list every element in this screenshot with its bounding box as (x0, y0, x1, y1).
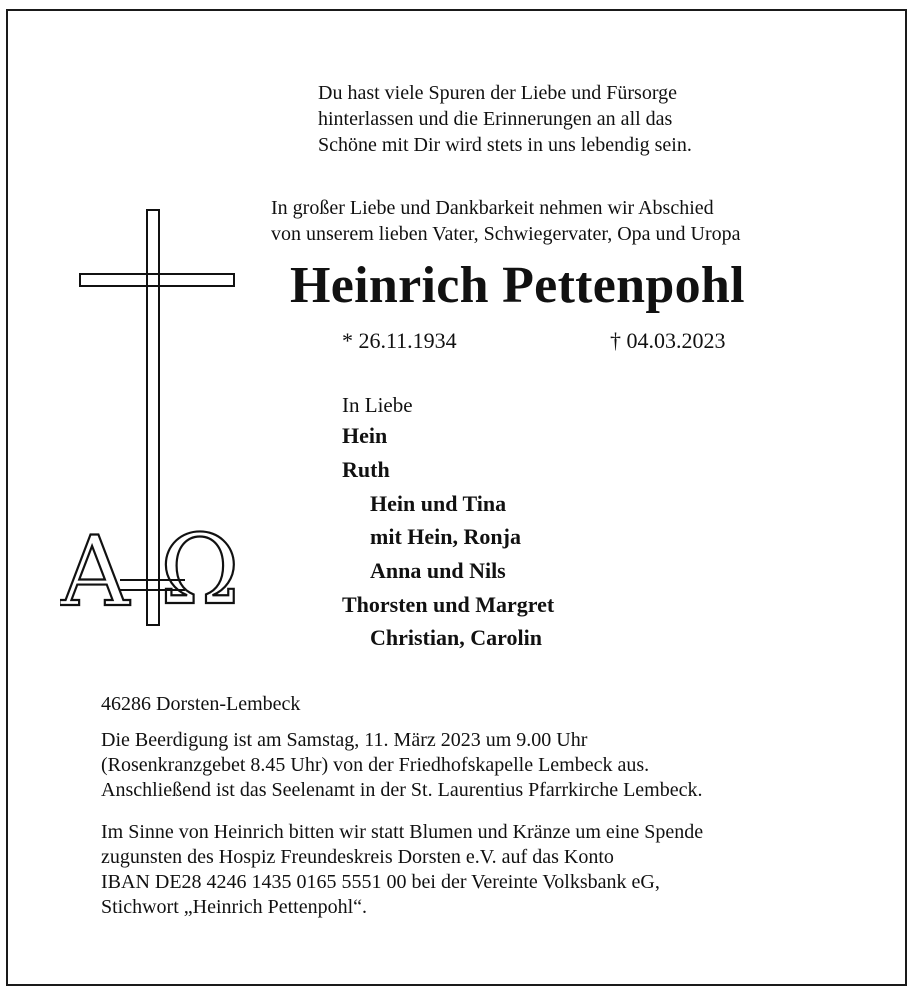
quote-line: Du hast viele Spuren der Liebe und Fürsorge (318, 82, 677, 104)
family-member: Anna und Nils (370, 558, 506, 583)
location: 46286 Dorsten-Lembeck (101, 693, 301, 715)
donation-line: zugunsten des Hospiz Freundeskreis Dorsten e.V. auf das Konto (101, 846, 614, 868)
alpha-letter: A (60, 516, 130, 628)
family-member: Christian, Carolin (370, 625, 542, 650)
cross-alpha-omega-icon (60, 205, 260, 635)
omega-letter: Ω (160, 514, 240, 626)
funeral-line: Anschließend ist das Seelenamt in der St. Laurentius Pfarrkirche Lembeck. (101, 779, 703, 801)
donation-line: Stichwort „Heinrich Pettenpohl“. (101, 896, 368, 918)
family-member: mit Hein, Ronja (370, 524, 521, 549)
family-member: Hein (342, 423, 388, 448)
death-date: † 04.03.2023 (610, 328, 726, 353)
quote-line: hinterlassen und die Erinnerungen an all das (318, 108, 673, 130)
family-member: Hein und Tina (370, 491, 507, 516)
family-member: Thorsten und Margret (342, 592, 555, 617)
quote-line: Schöne mit Dir wird stets in uns lebendig sein. (318, 134, 692, 156)
intro-line: von unserem lieben Vater, Schwiegervater, Opa und Uropa (271, 223, 741, 245)
funeral-line: Die Beerdigung ist am Samstag, 11. März 2023 um 9.00 Uhr (101, 729, 588, 751)
birth-date: * 26.11.1934 (342, 328, 457, 353)
family-heading: In Liebe (342, 393, 413, 417)
funeral-line: (Rosenkranzgebet 8.45 Uhr) von der Friedhofskapelle Lembeck aus. (101, 754, 650, 776)
donation-line: Im Sinne von Heinrich bitten wir statt Blumen und Kränze um eine Spende (101, 821, 704, 843)
deceased-name: Heinrich Pettenpohl (290, 257, 745, 314)
donation-line: IBAN DE28 4246 1435 0165 5551 00 bei der Vereinte Volksbank eG, (101, 871, 660, 893)
intro-line: In großer Liebe und Dankbarkeit nehmen wir Abschied (271, 197, 714, 219)
family-member: Ruth (342, 457, 390, 482)
